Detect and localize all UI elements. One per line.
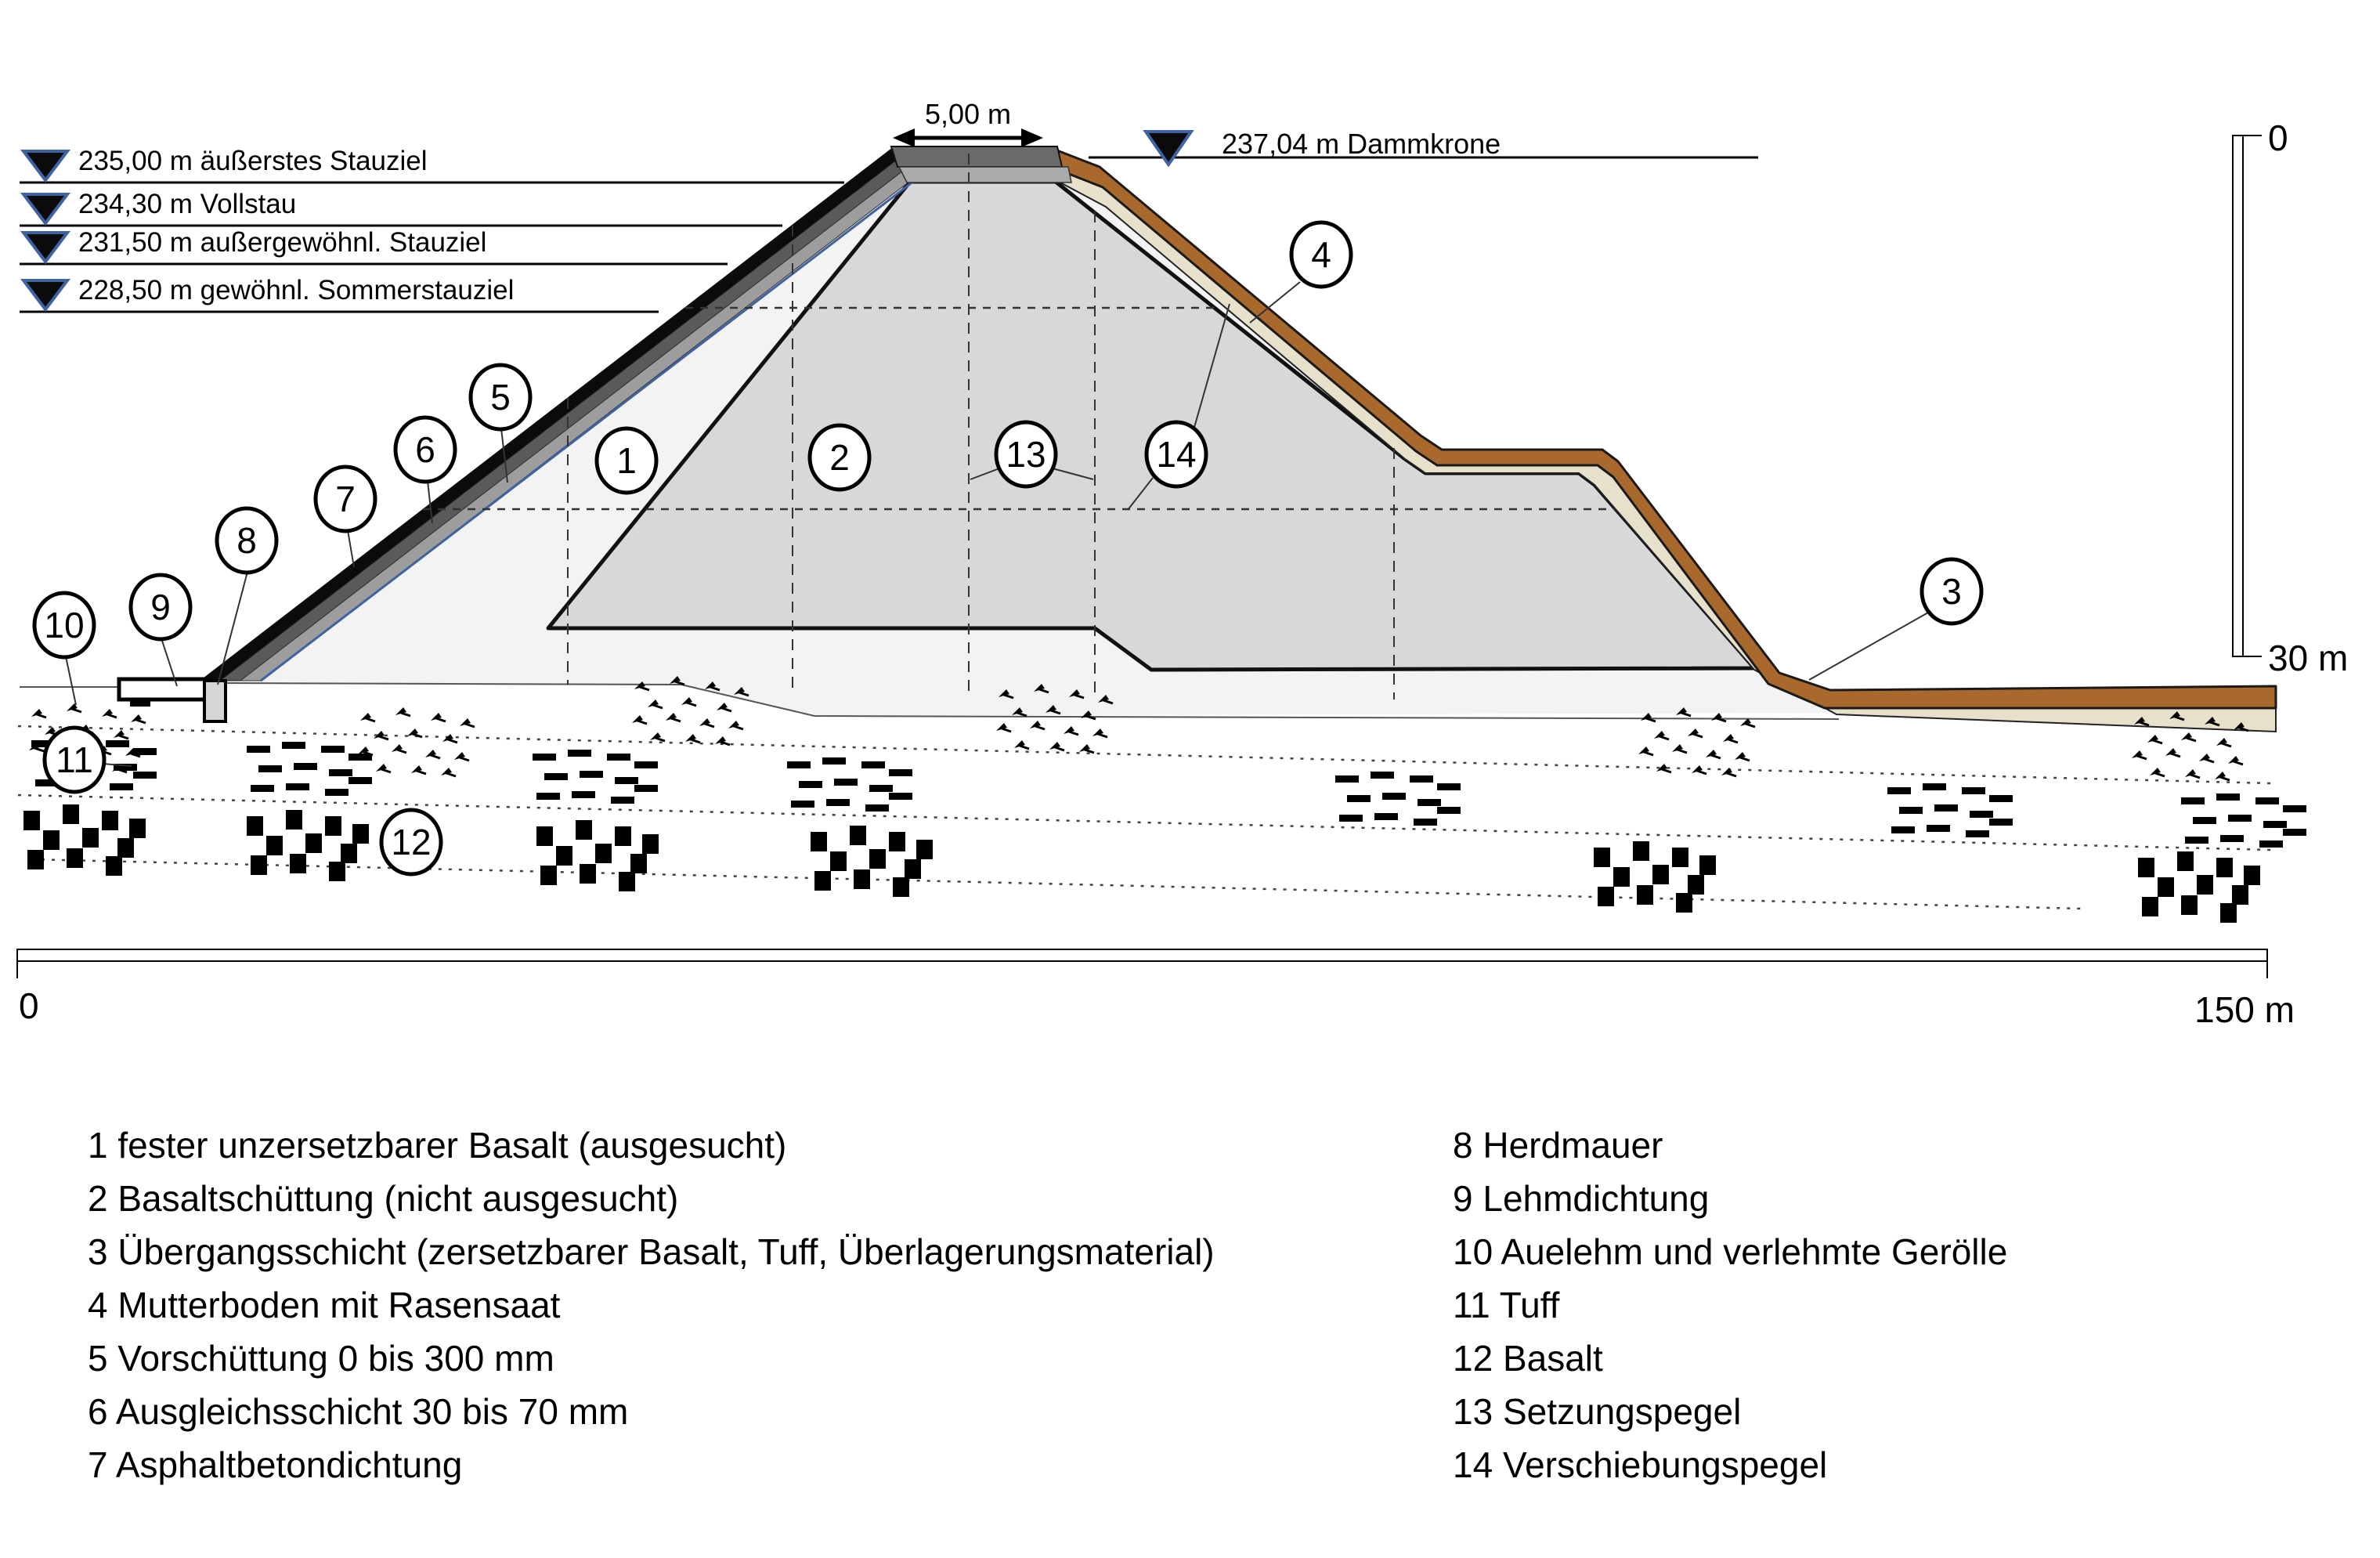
crest-width-dimension [893,98,1043,147]
legend-item-4: 11 Tuff [1453,1285,1560,1325]
callout-number: 14 [1156,434,1197,475]
legend-item-4: 4 Mutterboden mit Rasensaat [88,1285,561,1325]
callout-number: 2 [829,437,850,478]
basalt-symbols [811,826,933,897]
legend-item-3: 3 Übergangsschicht (zersetzbarer Basalt, Tuff, Überlagerungsmaterial) [88,1231,1215,1272]
crest-under-strip [899,167,1071,183]
legend-item-7: 14 Verschiebungspegel [1453,1444,1828,1485]
legend-item-2: 2 Basaltschüttung (nicht ausgesucht) [88,1178,679,1219]
callout-number: 5 [490,377,511,418]
legend-item-2: 9 Lehmdichtung [1453,1178,1710,1219]
callout-number: 3 [1941,571,1962,612]
water-level-4 [20,275,659,312]
legend-item-7: 7 Asphaltbetondichtung [88,1444,463,1485]
water-triangle-icon [23,151,67,180]
basalt-symbols [23,804,146,876]
auelehm-symbols [1638,707,1755,776]
leader-line [66,656,76,705]
callout-number: 7 [335,479,356,519]
tuff-symbols [247,742,372,796]
callout-number: 8 [237,520,257,561]
water-triangle-icon [1146,132,1191,164]
tuff-symbols [1887,783,2013,837]
legend-item-1: 8 Herdmauer [1453,1125,1663,1166]
callout-number: 10 [44,605,85,645]
water-level-label: 231,50 m außergewöhnl. Stauziel [78,227,487,258]
vscale-top-label: 0 [2268,117,2288,158]
water-level-2 [20,189,782,226]
basalt-symbols [1594,841,1716,913]
callout-number: 13 [1006,434,1046,475]
tuff-symbols [2181,793,2306,848]
callout-number: 11 [56,739,93,780]
horizontal-scale [17,949,2295,1030]
dammkrone-label: 237,04 m Dammkrone [1222,128,1501,160]
hscale-left-label: 0 [19,985,39,1026]
callout-12 [381,810,441,874]
water-level-label: 234,30 m Vollstau [78,189,297,219]
legend-item-5: 12 Basalt [1453,1338,1603,1379]
legend-item-6: 6 Ausgleichsschicht 30 bis 70 mm [88,1391,629,1432]
leader-line [348,530,354,567]
tuff-symbols [533,750,658,804]
callout-number: 6 [415,429,435,470]
herdmauer [204,681,226,721]
basalt-symbols [2138,851,2260,923]
water-level-1 [20,146,844,183]
legend-item-6: 13 Setzungspegel [1453,1391,1742,1432]
tuff-symbols [787,757,912,812]
water-triangle-icon [23,233,67,262]
callout-number: 1 [616,440,637,481]
leader-line [1809,613,1928,680]
callout-1 [597,428,656,493]
callout-3 [1809,559,1981,680]
water-level-label: 228,50 m gewöhnl. Sommerstauziel [78,275,515,305]
callout-2 [810,425,869,490]
callout-7 [316,467,375,567]
vertical-scale [2233,117,2348,678]
legend-item-1: 1 fester unzersetzbarer Basalt (ausgesucht) [88,1125,787,1166]
auelehm-symbols [358,707,475,776]
callout-10 [34,593,94,705]
lehmdichtung-nub [130,699,150,707]
callout-9 [131,575,190,686]
crest-width-label: 5,00 m [924,98,1012,130]
vscale-bottom-label: 30 m [2268,638,2349,678]
hscale-right-label: 150 m [2194,989,2295,1030]
callout-number: 9 [150,587,171,627]
water-level-label: 235,00 m äußerstes Stauziel [78,146,428,176]
legend-item-3: 10 Auelehm und verlehmte Gerölle [1453,1231,2008,1272]
water-level-3 [20,227,728,264]
basalt-symbols [247,810,369,881]
lehmdichtung [119,679,205,699]
water-triangle-icon [23,280,67,309]
legend-item-5: 5 Vorschüttung 0 bis 300 mm [88,1338,554,1379]
dammkrone-marker [1089,128,1758,164]
crest-road-strip [891,146,1062,167]
callout-number: 12 [391,822,432,862]
water-triangle-icon [23,194,67,223]
callout-11 [45,728,132,792]
basalt-symbols [536,820,659,891]
callout-number: 4 [1311,234,1331,275]
tuff-symbols [1335,772,1461,826]
